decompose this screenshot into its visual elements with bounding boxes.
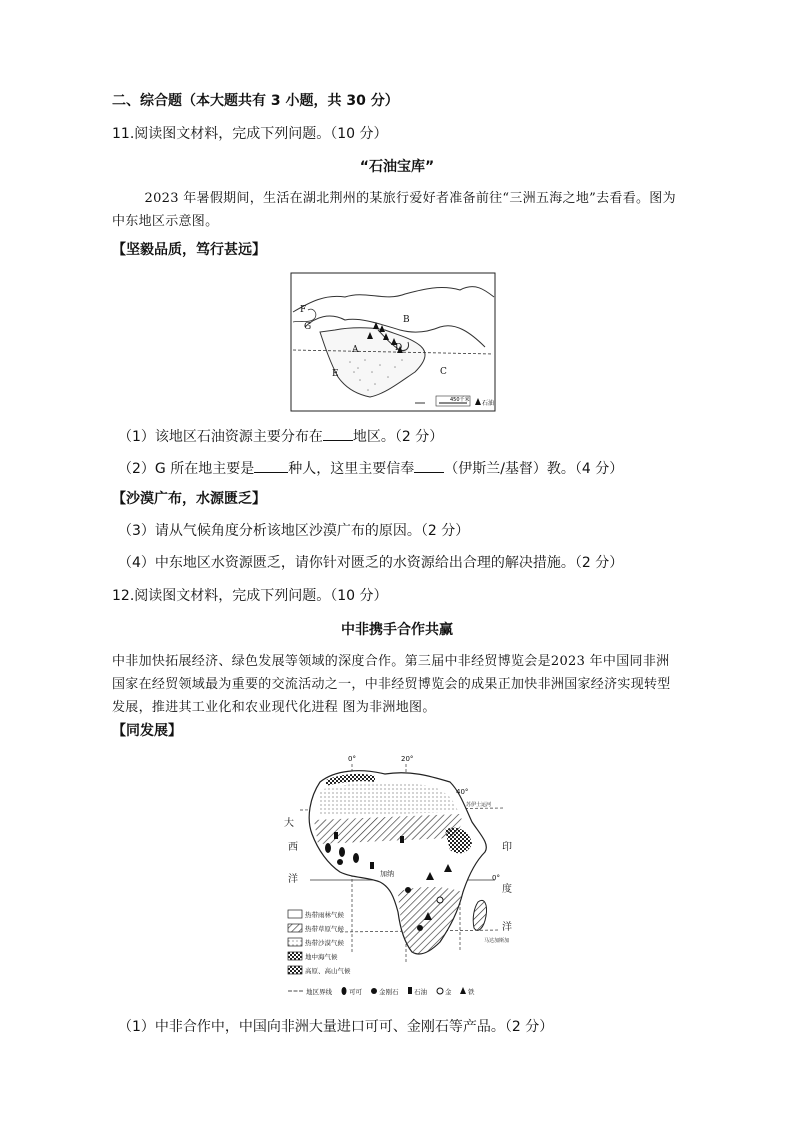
map-label-a: A (352, 345, 359, 355)
legend-savanna: 热带草原气候 (305, 925, 344, 933)
legend-diamond: 金刚石 (379, 988, 399, 996)
question-11-1-after: 地区。（2 分） (352, 429, 444, 445)
question-11-2-part-a: （2）G 所在地主要是 (118, 461, 255, 477)
ocean-right-3: 洋 (502, 922, 512, 933)
answer-blank-1[interactable] (323, 426, 353, 441)
label-ghana: 加纳 (380, 870, 394, 878)
question-12-paragraph: 中非加快拓展经济、绿色发展等领域的深度合作。第三届中非经贸博览会是2023 年中国同非洲国家在经贸领域最为重要的交流活动之一，中非经贸博览会的成果正加快非洲国家经济实现转型发展，推进其工业化和农业现代化进程 图为非洲地图。 (112, 654, 671, 715)
middle-east-map (290, 272, 496, 412)
label-lon-20: 20° (401, 755, 414, 763)
question-11-3: （3）请从气候角度分析该地区沙漠广布的原因。（2 分） (118, 523, 470, 539)
question-11-paragraph: 2023 年暑假期间，生活在湖北荆州的某旅行爱好者准备前往“三洲五海之地”去看看。图为中东地区示意图。 (112, 191, 676, 229)
legend-iron: 铁 (468, 988, 475, 996)
question-11-part1-heading: 【坚毅品质，笃行甚远】 (112, 242, 266, 258)
question-11-2-part-b: 种人，这里主要信奉 (288, 461, 415, 477)
map-legend-oil: 石油 (482, 400, 495, 407)
legend-boundary: 地区界线 (306, 988, 332, 996)
map-label-c: C (440, 367, 447, 377)
africa-map (280, 752, 520, 1004)
label-lon-40: 40° (456, 788, 469, 796)
legend-gold: 金 (445, 988, 452, 996)
question-11-2 (118, 458, 623, 478)
answer-blank-2[interactable] (254, 458, 288, 473)
legend-mediterranean: 地中海气候 (305, 953, 338, 961)
legend-desert: 热带沙漠气候 (305, 939, 344, 947)
answer-blank-3[interactable] (414, 458, 444, 473)
question-12-part1-heading: 【同发展】 (112, 723, 182, 739)
map-label-b: B (403, 315, 410, 325)
label-lon-0: 0° (348, 755, 356, 763)
africa-map-svg (280, 752, 520, 1004)
section-header: 二、综合题（本大题共有 3 小题，共 30 分） (112, 93, 399, 109)
ocean-left-3: 洋 (288, 874, 298, 885)
label-equator: 0° (492, 874, 500, 882)
map-label-g: G (304, 322, 312, 332)
question-11-stem: 11.阅读图文材料，完成下列问题。（10 分） (112, 126, 388, 142)
question-11-part2-heading: 【沙漠广布，水源匮乏】 (112, 491, 266, 507)
ocean-right-2: 度 (502, 884, 512, 895)
ocean-left-2: 西 (288, 842, 298, 853)
legend-rainforest: 热带雨林气候 (305, 911, 344, 919)
label-madagascar: 马达加斯加 (484, 938, 510, 944)
legend-cocoa: 可可 (349, 988, 362, 996)
map-scale: 450千米 (450, 397, 470, 403)
map-label-e: E (332, 369, 339, 379)
legend-oil: 石油 (414, 988, 427, 996)
question-11-2-part-c: （伊斯兰/基督）教。（4 分） (444, 461, 624, 477)
question-11-1 (118, 426, 443, 446)
ocean-left-1: 大 (284, 818, 294, 829)
map-label-d: D (395, 343, 403, 353)
question-11-title: “石油宝库” (359, 159, 435, 175)
question-11-1-before: （1）该地区石油资源主要分布在 (118, 429, 323, 445)
ocean-right-1: 印 (502, 842, 512, 853)
label-top-place: 苏伊士运河 (466, 802, 492, 808)
question-12-stem: 12.阅读图文材料，完成下列问题。（10 分） (112, 588, 388, 604)
legend-highland: 高原、高山气候 (305, 967, 351, 975)
question-12-title: 中非携手合作共赢 (341, 622, 453, 638)
question-11-4: （4）中东地区水资源匮乏，请你针对匮乏的水资源给出合理的解决措施。（2 分） (118, 555, 624, 571)
map-label-f: F (300, 305, 307, 315)
middle-east-map-svg (290, 272, 496, 412)
question-12-1: （1）中非合作中，中国向非洲大量进口可可、金刚石等产品。（2 分） (118, 1019, 554, 1035)
